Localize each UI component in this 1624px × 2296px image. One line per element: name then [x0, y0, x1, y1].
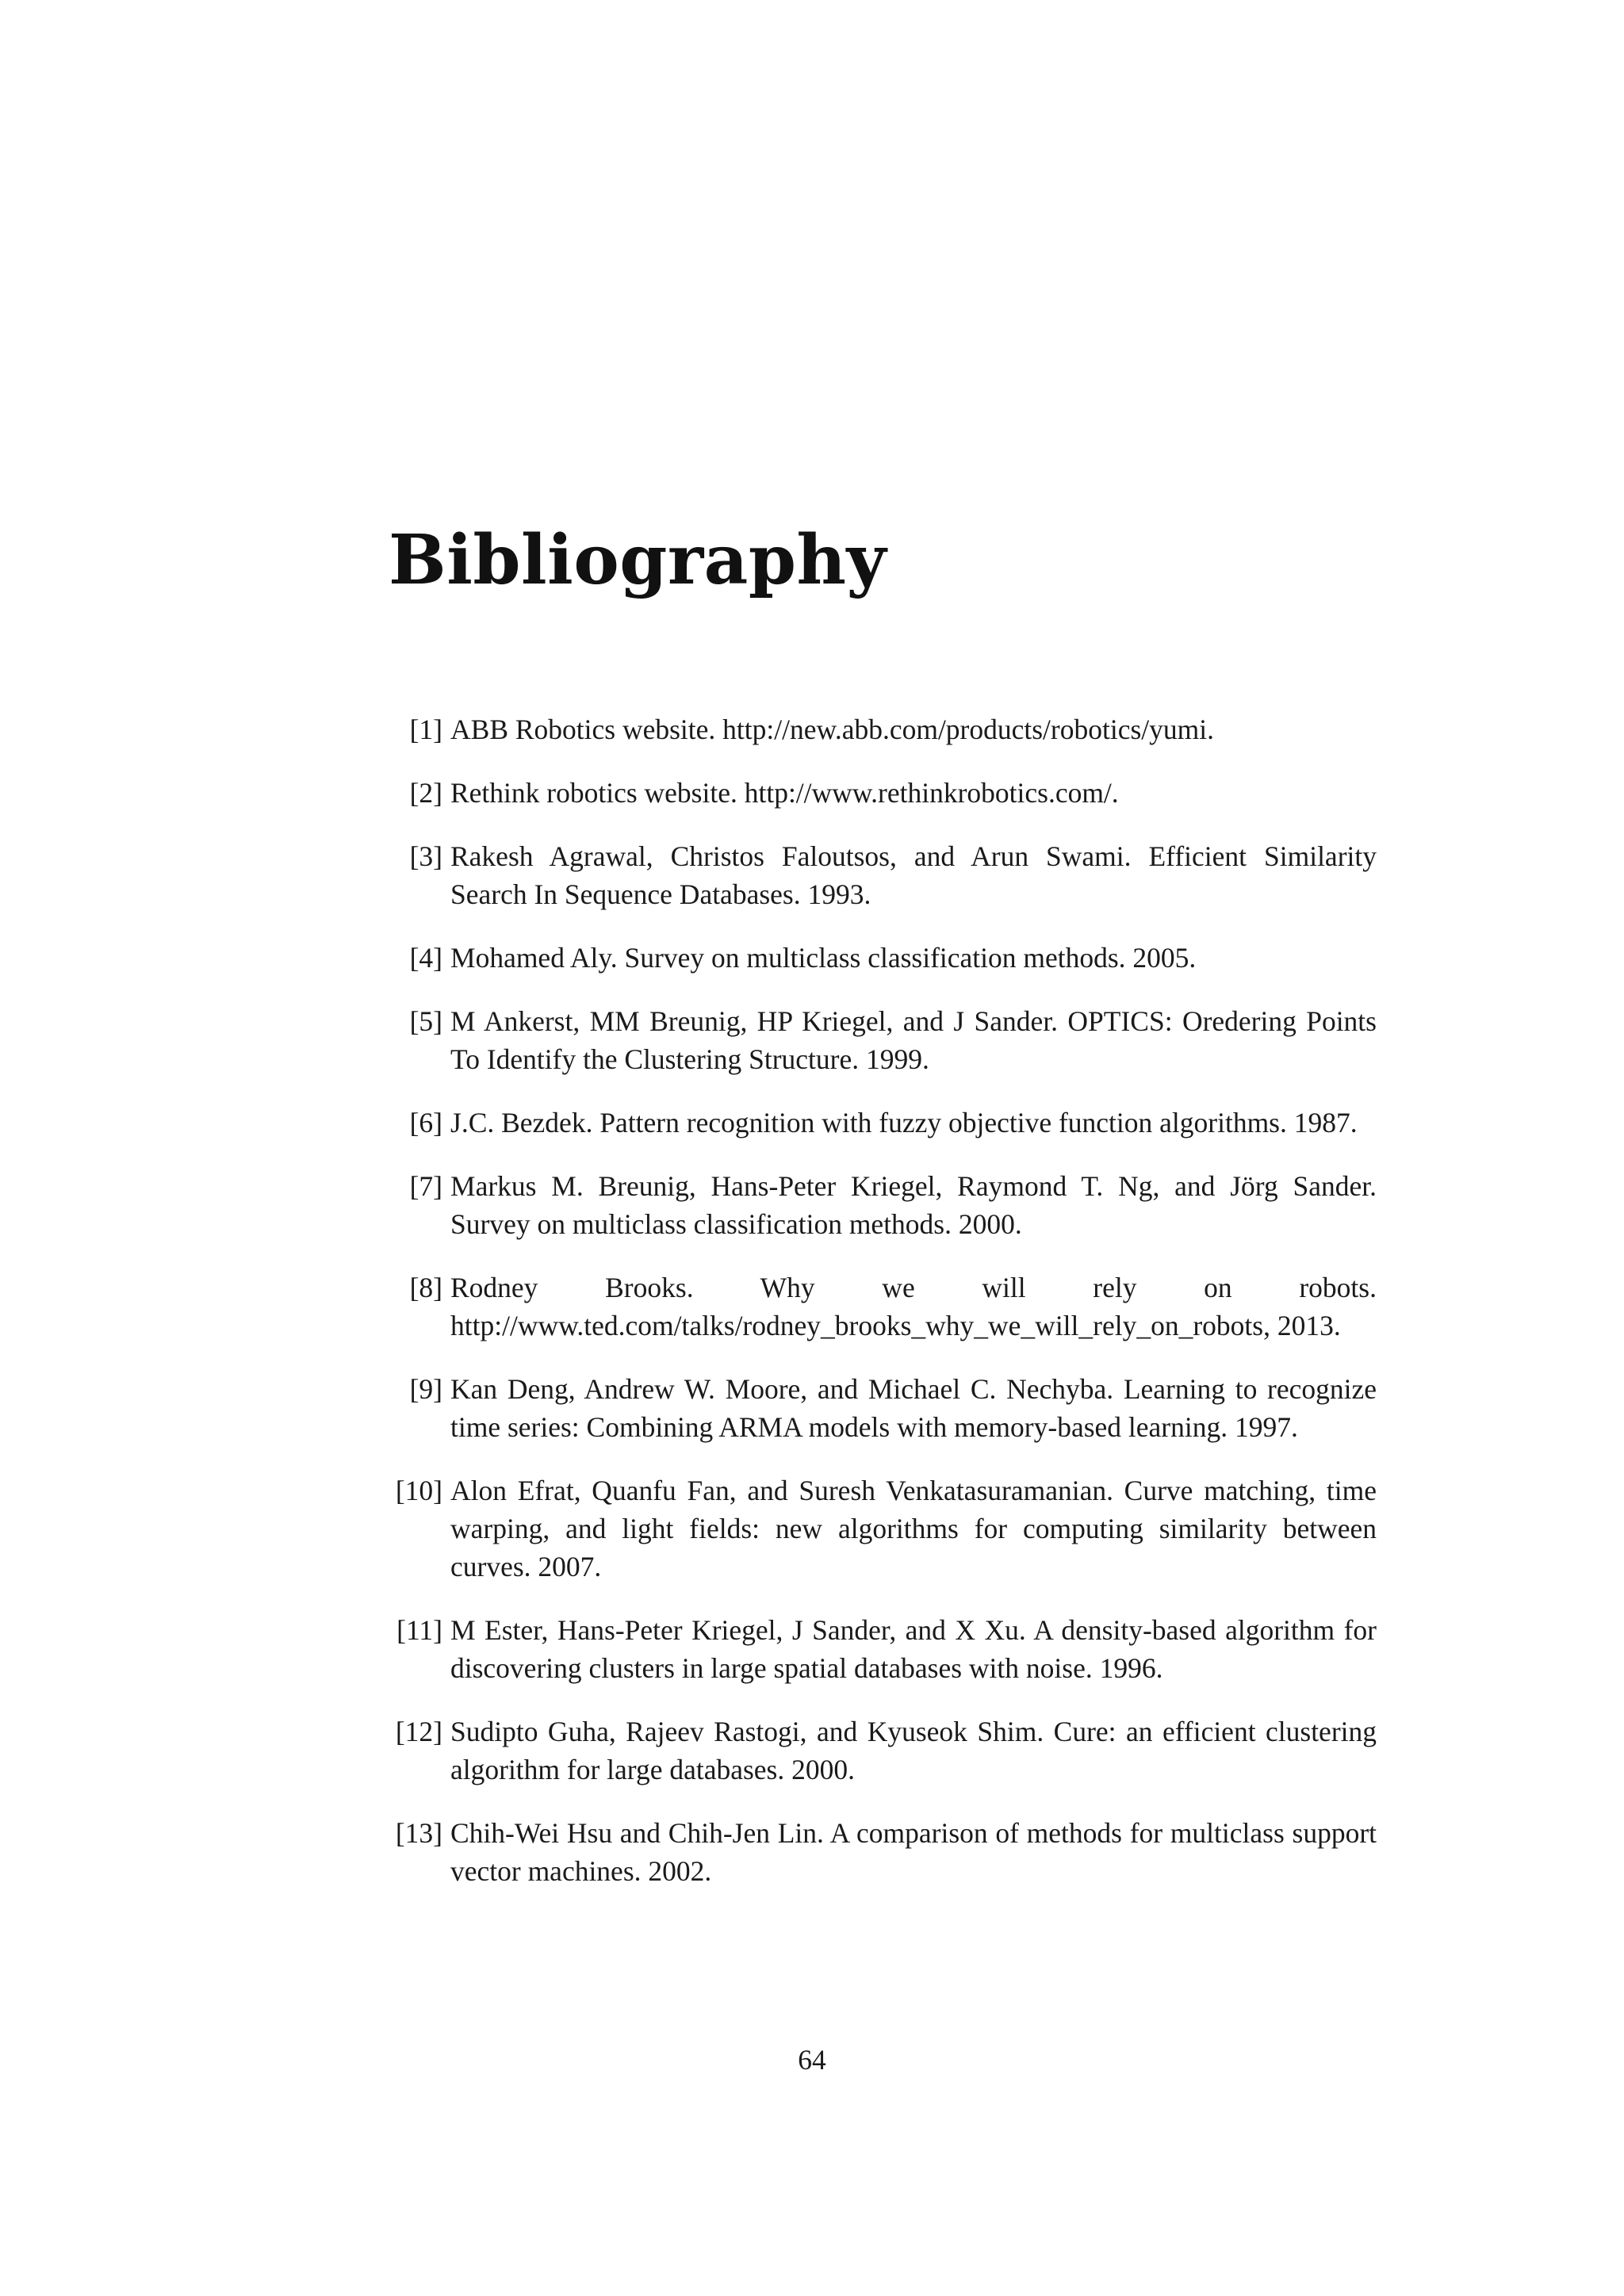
- reference-label: [9]: [409, 1373, 442, 1405]
- reference-label: [13]: [395, 1817, 442, 1849]
- bibliography-list: [385, 710, 1377, 1915]
- reference-label: [10]: [395, 1475, 442, 1506]
- bibliography-entry: [385, 1167, 1377, 1243]
- bibliography-entry: [385, 1269, 1377, 1345]
- reference-label: [2]: [409, 777, 442, 809]
- reference-label: [1]: [409, 714, 442, 745]
- reference-text: M Ankerst, MM Breunig, HP Kriegel, and J Sander. OPTICS: Oredering Points To Identify the Clustering Structure. 1999.: [450, 1005, 1377, 1075]
- reference-label: [5]: [409, 1005, 442, 1037]
- reference-label: [3]: [409, 840, 442, 872]
- bibliography-entry: [385, 710, 1377, 748]
- bibliography-entry: [385, 1370, 1377, 1446]
- reference-text: Mohamed Aly. Survey on multiclass classification methods. 2005.: [450, 942, 1197, 974]
- reference-text: Sudipto Guha, Rajeev Rastogi, and Kyuseok Shim. Cure: an efficient clustering algorithm for large databases. 2000.: [450, 1716, 1377, 1785]
- reference-label: [6]: [409, 1107, 442, 1138]
- reference-label: [8]: [409, 1272, 442, 1303]
- reference-text: Kan Deng, Andrew W. Moore, and Michael C. Nechyba. Learning to recognize time series: Combining ARMA models with memory-based learning. 1997.: [450, 1373, 1377, 1443]
- reference-text: ABB Robotics website. http://new.abb.com/products/robotics/yumi.: [450, 714, 1215, 745]
- chapter-title: Bibliography: [389, 520, 887, 600]
- reference-text: Rakesh Agrawal, Christos Faloutsos, and Arun Swami. Efficient Similarity Search In Sequence Databases. 1993.: [450, 840, 1377, 910]
- bibliography-entry: [385, 837, 1377, 913]
- reference-text: Rethink robotics website. http://www.rethinkrobotics.com/.: [450, 777, 1119, 809]
- page-number: 64: [798, 2044, 826, 2076]
- reference-label: [4]: [409, 942, 442, 974]
- bibliography-entry: [385, 1712, 1377, 1789]
- bibliography-entry: [385, 1002, 1377, 1078]
- reference-text: J.C. Bezdek. Pattern recognition with fuzzy objective function algorithms. 1987.: [450, 1107, 1358, 1138]
- bibliography-entry: [385, 1471, 1377, 1586]
- reference-text: M Ester, Hans-Peter Kriegel, J Sander, and X Xu. A density-based algorithm for discovering clusters in large spatial databases with noise. 1996.: [450, 1614, 1377, 1684]
- bibliography-entry: [385, 1814, 1377, 1890]
- bibliography-entry: [385, 1104, 1377, 1142]
- reference-text: Chih-Wei Hsu and Chih-Jen Lin. A comparison of methods for multiclass support vector machines. 2002.: [450, 1817, 1377, 1887]
- bibliography-entry: [385, 1611, 1377, 1687]
- reference-text: Rodney Brooks. Why we will rely on robots. http://www.ted.com/talks/rodney_brooks_why_we_will_rely_on_robots, 2013.: [450, 1272, 1377, 1341]
- bibliography-entry: [385, 774, 1377, 812]
- reference-text: Alon Efrat, Quanfu Fan, and Suresh Venkatasuramanian. Curve matching, time warping, and light fields: new algorithms for computing similarity between curves. 2007.: [450, 1475, 1377, 1582]
- reference-text: Markus M. Breunig, Hans-Peter Kriegel, Raymond T. Ng, and Jörg Sander. Survey on multiclass classification methods. 2000.: [450, 1170, 1377, 1240]
- bibliography-entry: [385, 939, 1377, 977]
- reference-label: [12]: [395, 1716, 442, 1747]
- reference-label: [11]: [396, 1614, 442, 1646]
- reference-label: [7]: [409, 1170, 442, 1202]
